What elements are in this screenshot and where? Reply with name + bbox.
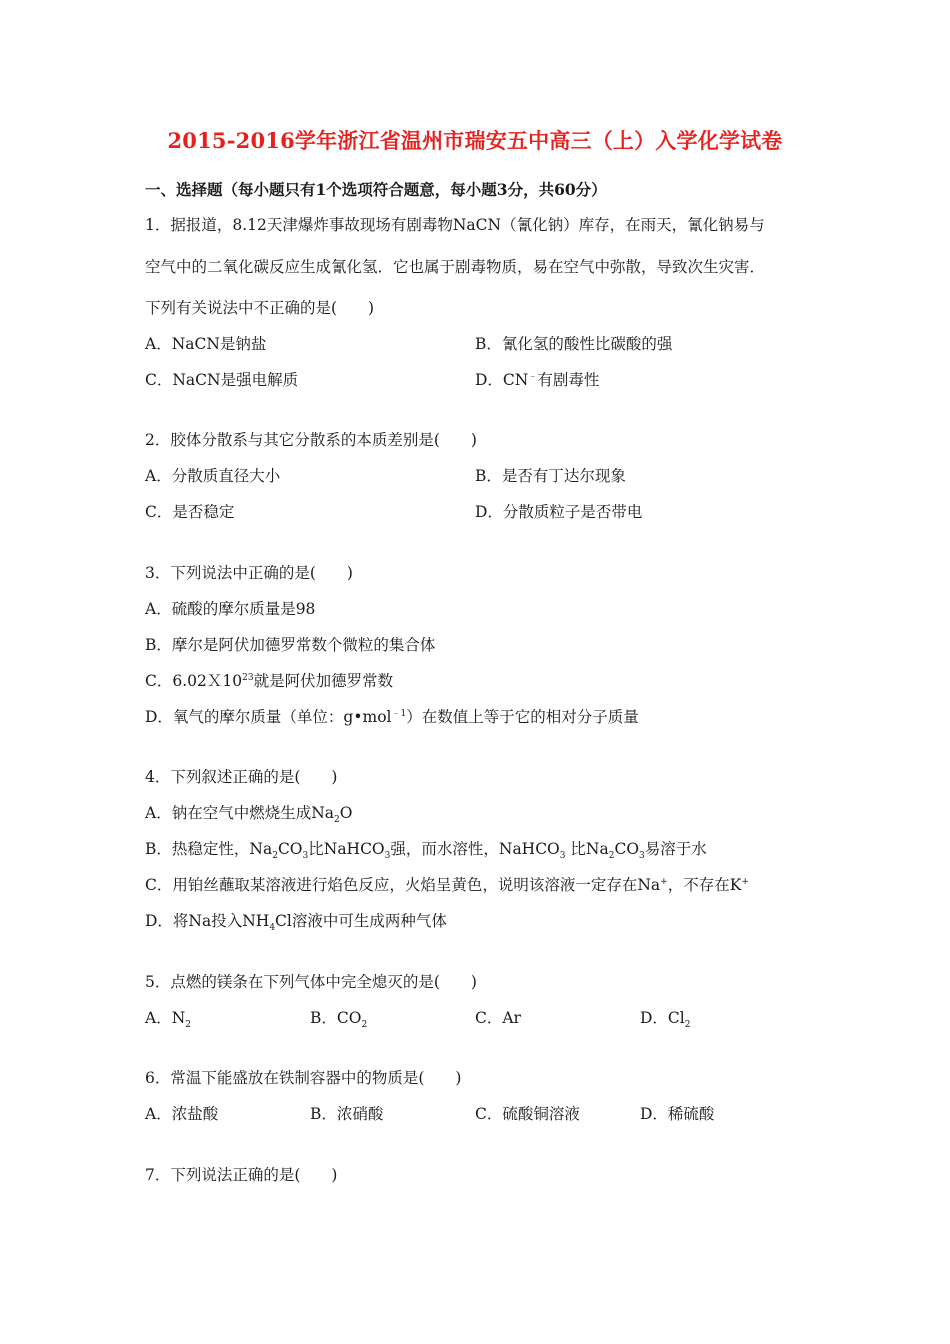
q4-b-text4: 强，而水溶性，NaHCO [390, 840, 560, 858]
q3-option-b: B．摩尔是阿伏加德罗常数个微粒的集合体 [145, 636, 436, 654]
q4-b-text1: B．热稳定性，Na [145, 840, 273, 858]
q4-d-sub: 4 [269, 923, 276, 934]
q5-option-c: C．Ar [475, 1009, 521, 1027]
q4-b-sub5: 2 [608, 851, 615, 862]
q5-b-text: B．CO [310, 1009, 362, 1027]
q6-option-a: A．浓盐酸 [145, 1105, 219, 1123]
q4-b-text6: CO [614, 840, 640, 858]
q1-stem-line1: 1．据报道，8.12天津爆炸事故现场有剧毒物NaCN（氰化钠）库存，在雨天，氰化钠易与 [145, 216, 765, 234]
q4-b-text2: CO [277, 840, 303, 858]
q5-option-b [310, 1006, 367, 1030]
q4-c-text: C．用铂丝蘸取某溶液进行焰色反应，火焰呈黄色，说明该溶液一定存在Na [145, 876, 661, 894]
q3-option-d [145, 705, 639, 727]
q2-option-b: B．是否有丁达尔现象 [475, 467, 626, 485]
q2-option-c: C．是否稳定 [145, 503, 235, 521]
q1-stem-line2: 空气中的二氧化碳反应生成氰化氢．它也属于剧毒物质，易在空气中弥散，导致次生灾害． [145, 258, 766, 276]
q1-stem-line3: 下列有关说法中不正确的是( ) [145, 299, 375, 317]
q4-b-text5: 比Na [565, 840, 609, 858]
q4-option-d [145, 909, 447, 933]
q3-option-d-text: D．氧气的摩尔质量（单位：g•mol [145, 708, 392, 726]
q4-b-sub3: 3 [384, 851, 391, 862]
q4-b-sub6: 3 [639, 851, 645, 862]
q6-stem: 6．常温下能盛放在铁制容器中的物质是( ) [145, 1069, 462, 1087]
q5-option-a [145, 1006, 191, 1030]
q3-stem: 3．下列说法中正确的是( ) [145, 564, 353, 582]
q5-b-sub: 2 [361, 1020, 368, 1031]
q4-a-text: A．钠在空气中燃烧生成Na [145, 804, 334, 822]
q3-option-c-sup: 23 [242, 672, 254, 683]
q4-option-b [145, 837, 707, 861]
q4-b-text3: 比NaHCO [308, 840, 385, 858]
q2-option-a: A．分散质直径大小 [145, 467, 281, 485]
q3-option-a: A．硫酸的摩尔质量是98 [145, 600, 316, 618]
q6-option-d: D．稀硫酸 [640, 1105, 715, 1123]
q4-c-text2: ，不存在K [667, 876, 742, 894]
q3-option-d-text2: ）在数值上等于它的相对分子质量 [406, 708, 639, 726]
q5-a-sub: 2 [185, 1020, 191, 1031]
q1-option-d-sup: ﹣ [528, 371, 538, 382]
q1-option-d [475, 368, 599, 390]
q5-option-d [640, 1006, 690, 1030]
q5-a-text: A．N [145, 1009, 186, 1027]
q4-option-a [145, 801, 352, 825]
q4-b-sub2: 3 [302, 851, 309, 862]
q4-d-text2: Cl溶液中可生成两种气体 [275, 912, 447, 930]
q6-option-c: C．硫酸铜溶液 [475, 1105, 580, 1123]
q5-stem: 5．点燃的镁条在下列气体中完全熄灭的是( ) [145, 973, 477, 991]
q6-option-b: B．浓硝酸 [310, 1105, 384, 1123]
q2-option-d: D．分散质粒子是否带电 [475, 503, 643, 521]
q1-option-b: B．氰化氢的酸性比碳酸的强 [475, 335, 673, 353]
q4-d-text: D．将Na投入NH [145, 912, 270, 930]
q4-a-sub: 2 [334, 815, 340, 826]
q4-stem: 4．下列叙述正确的是( ) [145, 768, 338, 786]
q3-option-c-text: C．6.02Ｘ10 [145, 672, 243, 690]
q4-a-text2: O [339, 804, 353, 822]
q5-d-sub: 2 [684, 1020, 691, 1031]
q4-b-text7: 易溶于水 [644, 840, 707, 858]
q4-b-sub1: 2 [272, 851, 278, 862]
exam-title: 2015-2016学年浙江省温州市瑞安五中高三（上）入学化学试卷 [167, 128, 783, 153]
q1-option-d-text2: 有剧毒性 [537, 371, 600, 389]
q4-b-sub4: 3 [559, 851, 566, 862]
q3-option-d-sup: ﹣1 [391, 708, 407, 719]
q1-option-d-text: D．CN [475, 371, 529, 389]
q1-option-c: C．NaCN是强电解质 [145, 371, 299, 389]
q5-d-text: D．Cl [640, 1009, 685, 1027]
q4-option-c [145, 873, 749, 895]
q2-stem: 2．胶体分散系与其它分散系的本质差别是( ) [145, 431, 477, 449]
q1-option-a: A．NaCN是钠盐 [145, 335, 267, 353]
q4-c-sup2: + [741, 876, 749, 887]
section-heading: 一、选择题（每小题只有1个选项符合题意，每小题3分，共60分） [145, 180, 607, 199]
q3-option-c [145, 669, 393, 691]
q7-stem: 7．下列说法正确的是( ) [145, 1166, 338, 1184]
q3-option-c-text2: 就是阿伏加德罗常数 [253, 672, 394, 690]
q4-c-sup1: + [660, 876, 668, 887]
